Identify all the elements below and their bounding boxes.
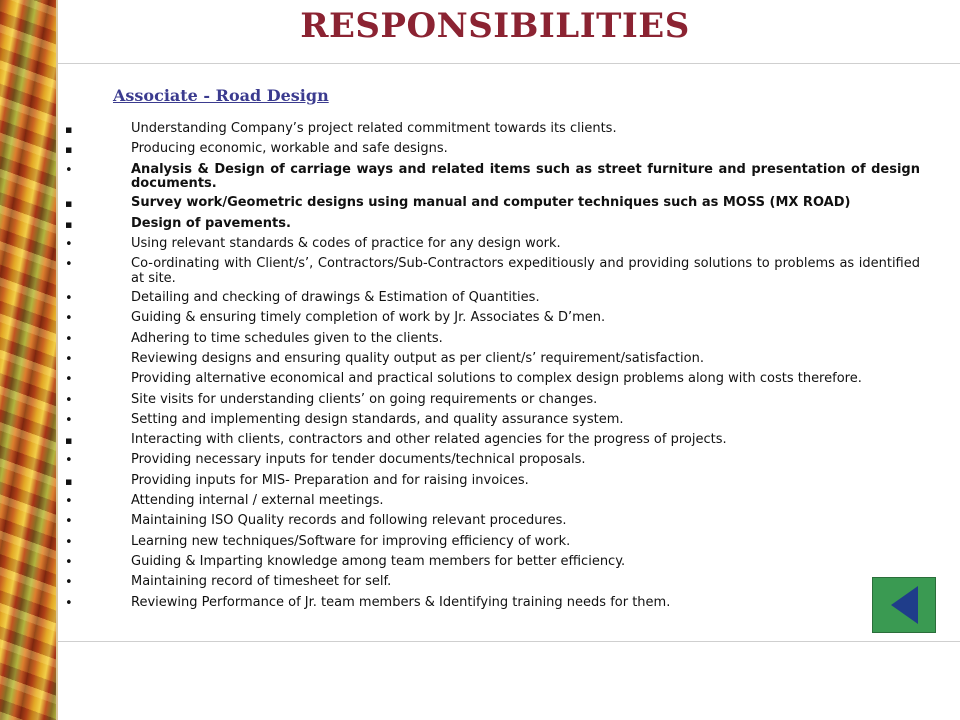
list-item (64, 514, 920, 530)
dot-bullet-icon (64, 393, 131, 409)
square-bullet-icon (64, 433, 131, 449)
square-bullet-icon (64, 217, 131, 233)
dot-bullet-icon (64, 237, 131, 253)
top-divider (58, 63, 960, 64)
dot-bullet-icon (64, 163, 131, 179)
dot-bullet-icon (64, 332, 131, 348)
square-bullet-icon (64, 122, 131, 138)
list-item-text: Producing economic, workable and safe designs. (131, 141, 448, 157)
list-item-text: Providing necessary inputs for tender documents/technical proposals. (131, 452, 586, 468)
list-item-text: Detailing and checking of drawings & Estimation of Quantities. (131, 290, 540, 306)
list-item (64, 352, 920, 368)
list-item (64, 237, 920, 253)
page-title: RESPONSIBILITIES (300, 6, 690, 46)
square-bullet-icon (64, 142, 131, 158)
list-item-text: Maintaining record of timesheet for self. (131, 574, 392, 590)
list-item-text: Co-ordinating with Client/s’, Contractors/Sub-Contractors expeditiously and providing solutions to problems as identified at site. (131, 256, 920, 286)
list-item (64, 372, 920, 388)
dot-bullet-icon (64, 535, 131, 551)
list-item (64, 453, 920, 469)
list-item-text: Reviewing designs and ensuring quality output as per client/s’ requirement/satisfaction. (131, 350, 704, 366)
back-button[interactable] (872, 577, 936, 633)
list-item (64, 311, 920, 327)
list-item (64, 393, 920, 409)
list-item (64, 257, 920, 286)
list-item (64, 196, 920, 212)
list-item (64, 122, 920, 138)
list-item (64, 433, 920, 449)
section-subtitle: Associate - Road Design (113, 86, 329, 105)
responsibilities-list (64, 122, 920, 616)
dot-bullet-icon (64, 555, 131, 571)
list-item (64, 142, 920, 158)
list-item-text: Attending internal / external meetings. (131, 493, 384, 509)
dot-bullet-icon (64, 453, 131, 469)
list-item (64, 535, 920, 551)
list-item (64, 575, 920, 591)
list-item (64, 163, 920, 192)
list-item-text: Reviewing Performance of Jr. team members & Identifying training needs for them. (131, 594, 671, 610)
dot-bullet-icon (64, 291, 131, 307)
list-item (64, 291, 920, 307)
dot-bullet-icon (64, 257, 131, 273)
list-item (64, 413, 920, 429)
dot-bullet-icon (64, 413, 131, 429)
list-item-text: Design of pavements. (131, 215, 291, 231)
list-item (64, 217, 920, 233)
dot-bullet-icon (64, 311, 131, 327)
list-item-text: Adhering to time schedules given to the clients. (131, 330, 443, 346)
list-item-text: Guiding & ensuring timely completion of work by Jr. Associates & D’men. (131, 310, 606, 326)
list-item (64, 332, 920, 348)
square-bullet-icon (64, 196, 131, 212)
list-item-text: Using relevant standards & codes of practice for any design work. (131, 235, 561, 251)
list-item-text: Maintaining ISO Quality records and following relevant procedures. (131, 513, 567, 529)
list-item-text: Interacting with clients, contractors and other related agencies for the progress of projects. (131, 432, 727, 448)
dot-bullet-icon (64, 372, 131, 388)
list-item-text: Providing inputs for MIS- Preparation and for raising invoices. (131, 472, 529, 488)
dot-bullet-icon (64, 494, 131, 510)
dot-bullet-icon (64, 575, 131, 591)
side-edge-divider (56, 0, 58, 720)
list-item-text: Guiding & Imparting knowledge among team members for better efficiency. (131, 553, 626, 569)
decorative-side-strip (0, 0, 56, 720)
dot-bullet-icon (64, 352, 131, 368)
list-item-text: Providing alternative economical and practical solutions to complex design problems along with costs therefore. (131, 371, 862, 387)
list-item-text: Analysis & Design of carriage ways and related items such as street furniture and presentation of design documents. (131, 161, 920, 192)
bottom-divider (58, 641, 960, 642)
back-arrow-icon (873, 578, 935, 632)
square-bullet-icon (64, 474, 131, 490)
dot-bullet-icon (64, 596, 131, 612)
list-item-text: Survey work/Geometric designs using manual and computer techniques such as MOSS (MX ROAD) (131, 195, 851, 211)
dot-bullet-icon (64, 514, 131, 530)
list-item (64, 596, 920, 612)
list-item-text: Understanding Company’s project related commitment towards its clients. (131, 121, 617, 136)
list-item-text: Setting and implementing design standards, and quality assurance system. (131, 411, 624, 427)
list-item-text: Site visits for understanding clients’ on going requirements or changes. (131, 391, 598, 407)
list-item (64, 555, 920, 571)
list-item (64, 494, 920, 510)
list-item (64, 474, 920, 490)
list-item-text: Learning new techniques/Software for improving efficiency of work. (131, 533, 571, 549)
